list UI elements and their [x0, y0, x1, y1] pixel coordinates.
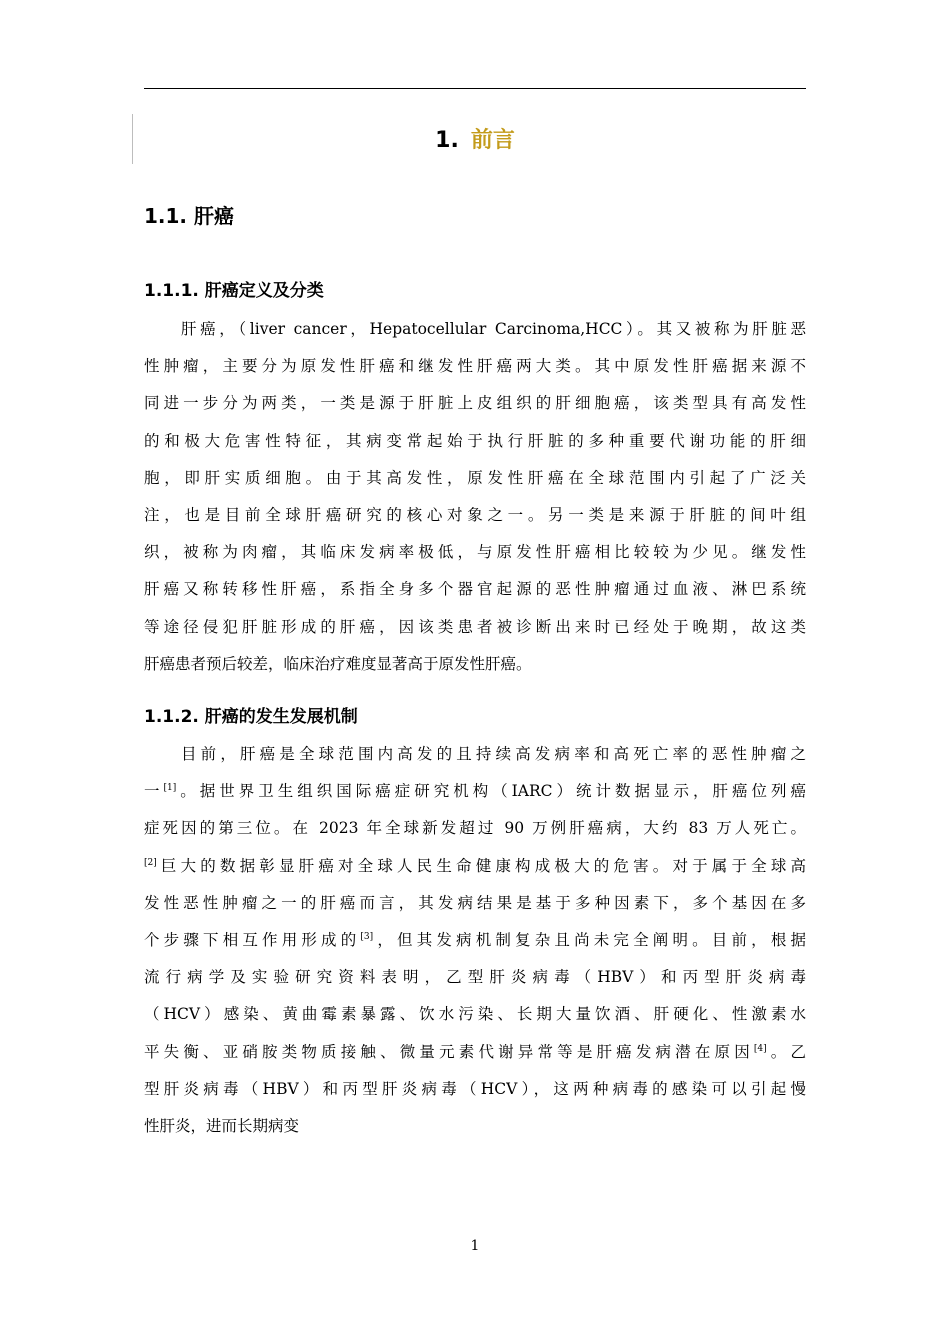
text-line: 肝癌患者预后较差，临床治疗难度显著高于原发性肝癌。	[144, 654, 532, 673]
margin-marker	[132, 114, 133, 164]
text-line	[144, 959, 806, 996]
text-segment: 型肝炎病毒（HBV）和丙型肝炎病毒（HCV），这两种病毒的感染可以引起慢	[144, 1079, 806, 1098]
header-rule	[144, 88, 806, 89]
subsection-heading-mechanism: 1.1.2. 肝癌的发生发展机制	[144, 707, 358, 727]
text-segment: 一	[144, 782, 164, 801]
text-line: 性肿瘤，主要分为原发性肝癌和继发性肝癌两大类。其中原发性肝癌据来源不	[144, 357, 806, 376]
text-line	[144, 773, 806, 810]
section-heading: 1.1. 肝癌	[144, 204, 234, 228]
text-segment: 目前，肝癌是全球范围内高发的且持续高发病率和高死亡率的恶性肿瘤之	[181, 745, 806, 763]
text-line	[144, 885, 806, 922]
citation-reference: [1]	[163, 783, 177, 794]
text-segment: 症死因的第三位。在 2023 年全球新发超过 90 万例肝癌病，大约 83 万人死亡。	[144, 819, 806, 838]
text-line: 肝癌又称转移性肝癌，系指全身多个器官起源的恶性肿瘤通过血液、淋巴系统	[144, 580, 806, 599]
text-segment: ，但其发病机制复杂且尚未完全阐明。目前，根据	[373, 931, 806, 950]
text-line	[144, 810, 806, 847]
text-line	[144, 736, 806, 773]
text-line	[144, 1071, 806, 1108]
text-line: 注，也是目前全球肝癌研究的核心对象之一。另一类是来源于肝脏的间叶组	[144, 506, 806, 525]
text-line	[144, 1108, 806, 1145]
text-line	[144, 996, 806, 1033]
text-line: 肝癌，（liver cancer，Hepatocellular Carcinoma,HCC）。其又被称为肝脏恶	[181, 320, 806, 338]
text-segment: （HCV）感染、黄曲霉素暴露、饮水污染、长期大量饮酒、肝硬化、性激素水	[144, 1005, 806, 1024]
text-line: 同进一步分为两类，一类是源于肝脏上皮组织的肝细胞癌，该类型具有高发性	[144, 394, 806, 413]
text-line: 织，被称为肉瘤，其临床发病率极低，与原发性肝癌相比较较为少见。继发性	[144, 543, 806, 562]
chapter-number: 1.	[435, 128, 459, 153]
citation-reference: [3]	[360, 931, 374, 942]
text-line	[144, 922, 806, 959]
page-number: 1	[470, 1238, 480, 1254]
text-segment: 流行病学及实验研究资料表明，乙型肝炎病毒（HBV）和丙型肝炎病毒	[144, 968, 806, 987]
paragraph-definition	[144, 311, 806, 683]
text-segment: 。乙	[766, 1042, 806, 1061]
text-line: 的和极大危害性特征，其病变常起始于执行肝脏的多种重要代谢功能的肝细	[144, 431, 806, 450]
text-segment: 发性恶性肿瘤之一的肝癌而言，其发病结果是基于多种因素下，多个基因在多	[144, 893, 806, 912]
text-segment: 。据世界卫生组织国际癌症研究机构（IARC）统计数据显示，肝癌位列癌	[176, 782, 806, 801]
chapter-title: 前言	[470, 128, 515, 153]
citation-reference: [2]	[144, 857, 157, 868]
text-line: 胞，即肝实质细胞。由于其高发性，原发性肝癌在全球范围内引起了广泛关	[144, 468, 806, 487]
text-line: 等途径侵犯肝脏形成的肝癌，因该类患者被诊断出来时已经处于晚期，故这类	[144, 617, 806, 636]
text-segment: 性肝炎，进而长期病变	[144, 1117, 300, 1136]
paragraph-mechanism	[144, 736, 806, 1145]
text-line	[144, 848, 806, 885]
subsection-heading-definition: 1.1.1. 肝癌定义及分类	[144, 281, 324, 301]
chapter-heading	[144, 122, 806, 160]
text-line	[144, 1034, 806, 1071]
citation-reference: [4]	[753, 1043, 767, 1054]
text-segment: 巨大的数据彰显肝癌对全球人民生命健康构成极大的危害。对于属于全球高	[156, 856, 806, 875]
text-segment: 个步骤下相互作用形成的	[144, 931, 361, 950]
text-segment: 平失衡、亚硝胺类物质接触、微量元素代谢异常等是肝癌发病潜在原因	[144, 1042, 754, 1061]
